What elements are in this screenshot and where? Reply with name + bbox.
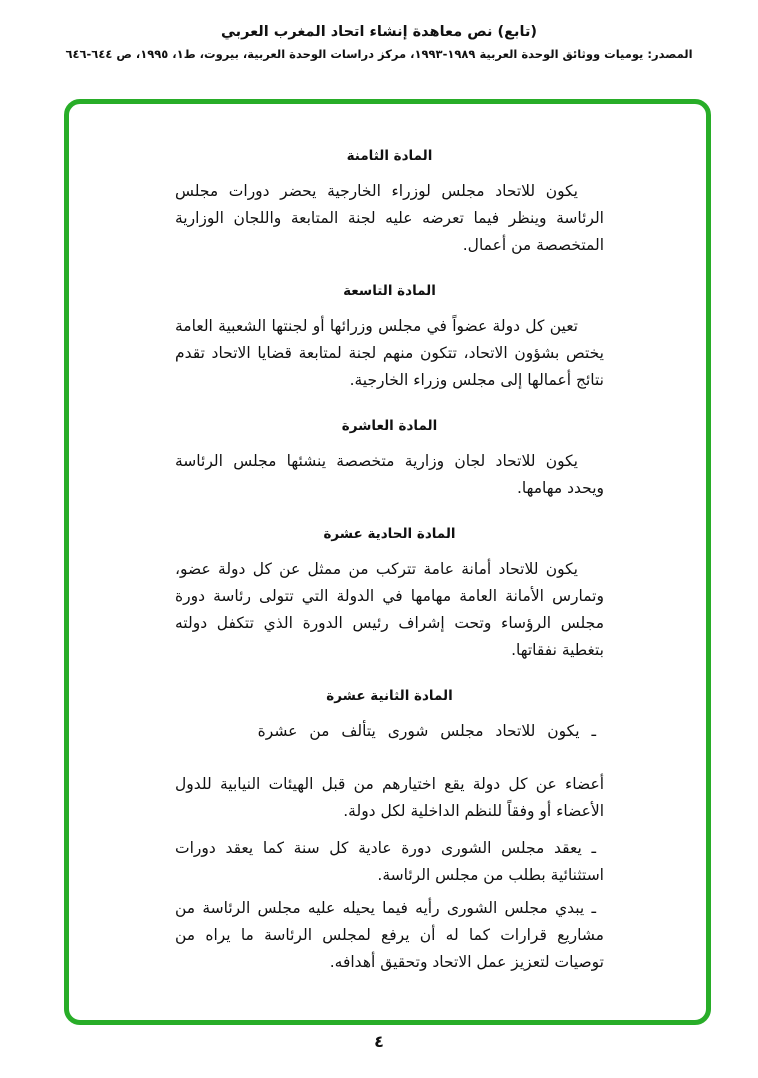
source-citation: المصدر: يوميات ووثائق الوحدة العربية ١٩٨٩-١٩٩٣، مركز دراسات الوحدة العربية، بيروت، ط١، ١٩٩٥، ص ٦٤٤-٦٤٦ xyxy=(65,47,693,61)
article-12-clause-1-start: ـ يكون للاتحاد مجلس شورى يتألف من عشرة xyxy=(257,722,596,740)
article-10-heading: المادة العاشرة xyxy=(341,418,438,434)
article-12-clause-2: ـ يعقد مجلس الشورى دورة عادية كل سنة كما يعقد دورات استثنائية بطلب من مجلس الرئاسة. xyxy=(175,839,604,884)
article-12-clause-3: ـ يبدي مجلس الشورى رأيه فيما يحيله عليه مجلس الرئاسة من مشاريع قرارات كما له أن يرفع لمجلس الرئاسة ما يراه من توصيات لتعزيز عمل الاتحاد وتحقيق أهدافه. xyxy=(175,899,604,971)
article-11-heading: المادة الحادية عشرة xyxy=(323,526,456,542)
article-8-text: يكون للاتحاد مجلس لوزراء الخارجية يحضر دورات مجلس الرئاسة وينظر فيما تعرضه عليه لجنة المتابعة واللجان الوزارية المتخصصة من أعمال. xyxy=(175,182,604,254)
article-10-text: يكون للاتحاد لجان وزارية متخصصة ينشئها مجلس الرئاسة ويحدد مهامها. xyxy=(175,452,604,497)
article-12-heading: المادة الثانية عشرة xyxy=(326,688,453,704)
page-header xyxy=(0,0,758,61)
article-9-text: تعين كل دولة عضواً في مجلس وزرائها أو لجنتها الشعبية العامة يختص بشؤون الاتحاد، تتكون منهم لجنة لمتابعة قضايا الاتحاد تقدم نتائج أعمالها إلى مجلس وزراء الخارجية. xyxy=(175,317,604,389)
article-11-text: يكون للاتحاد أمانة عامة تتركب من ممثل عن كل دولة عضو، وتمارس الأمانة العامة مهامها في الدولة التي تتولى رئاسة دورة مجلس الرؤساء وتحت إشراف رئيس الدورة الذي تتكفل دولته بتغطية نفقاتها. xyxy=(175,560,604,659)
treaty-border-box xyxy=(64,99,711,1025)
page-number: ٤ xyxy=(374,1032,384,1051)
article-9-heading: المادة التاسعة xyxy=(343,283,436,299)
article-8-heading: المادة الثامنة xyxy=(346,148,433,164)
article-12-clause-1-continuation: أعضاء عن كل دولة يقع اختيارهم من قبل الهيئات النيابية للدول الأعضاء أو وفقاً للنظم الداخلية لكل دولة. xyxy=(175,775,604,820)
treaty-content xyxy=(175,148,604,976)
document-title: (تابع) نص معاهدة إنشاء اتحاد المغرب العربي xyxy=(220,24,538,40)
